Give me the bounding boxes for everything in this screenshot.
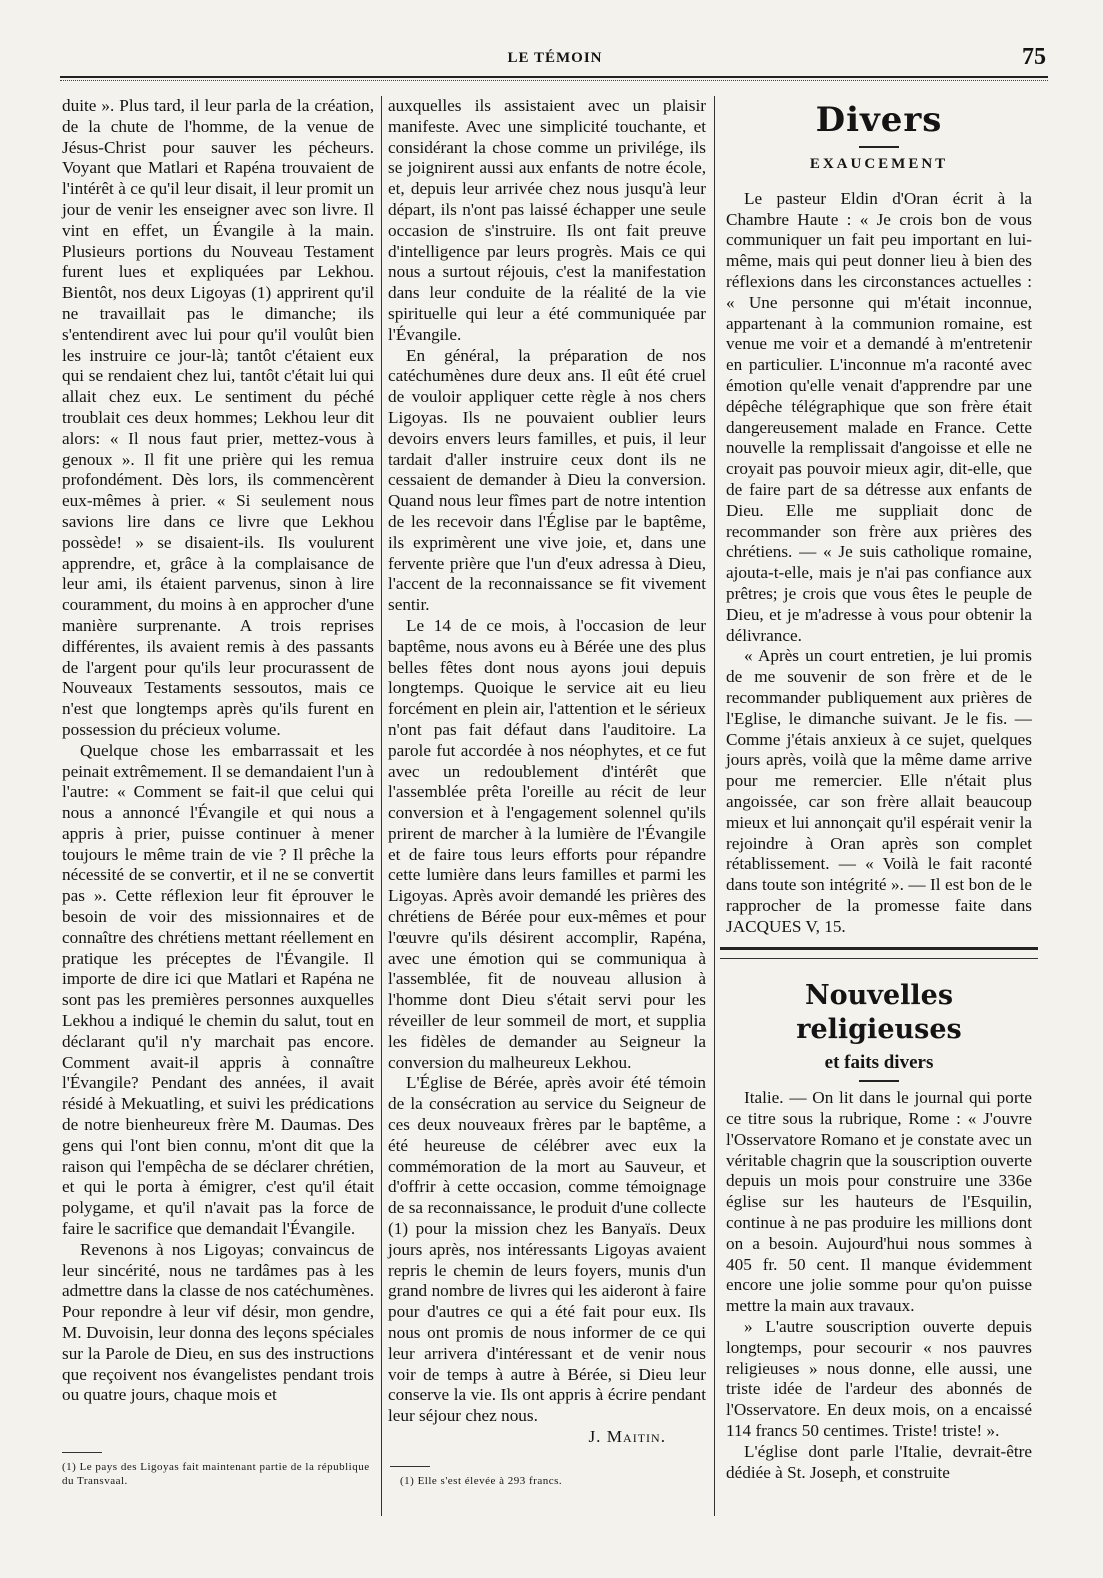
section-title-nouvelles: Nouvelles religieuses [796, 980, 962, 1046]
section-subtitle: et faits divers [824, 1052, 934, 1074]
paragraph: duite ». Plus tard, il leur parla de la création, de la chute de l'homme, de la venue de Jésus-Christ pour sauver les pécheurs. Voyant que Matlari et Rapéna trouvaient de l'intérêt à ce qu'il leur disait, il leur promit un jour de venir les enseigner avec son livre. Il vint en effet, un Évangile à la main. Plusieurs portions du Nouveau Testament furent lues et expliquées par Lekhou. Bientôt, nos deux Ligoyas (1) apprirent qu'il ne travaillait pas le dimanche; ils s'entendirent avec lui pour qu'il voulût bien les instruire ce jour-là; tantôt c'étaient eux qui se rendaient chez lui, tantôt c'était lui qui allait chez eux. Le sentiment du péché troublait ces deux hommes; Lekhou leur dit alors: « Il nous faut prier, mettez-vous à genoux ». Il fit une prière qui les remua profondément. Dès lors, ils commencèrent eux-mêmes à prier. « Si seulement nous savions lire dans ce livre que Lekhou possède! » se disaient-ils. Ils voulurent apprendre, et, grâce à la complaisance de leur ami, ils étaient parvenus, sinon à lire couramment, du moins à en approcher d'une manière surprenante. A trois reprises différentes, ils avaient remis à des passants de l'argent pour qu'ils leur procurassent de Nouveaux Testaments sessoutos, mais ce n'est que longtemps après qu'ils furent en possession du précieux volume. [62, 96, 374, 739]
paragraph: En général, la préparation de nos catéchumènes dure deux ans. Il eût été cruel de vouloir appliquer cette règle à nos chers Ligoyas. Ils ne pouvaient oublier leurs devoirs envers leurs familles, et puis, il leur tardait d'aller instruire ceux dont ils ne cessaient de demander à Dieu la conversion. Quand nous leur fîmes part de notre intention de les recevoir dans l'Église par le baptême, ils exprimèrent une vive joie, et, dans une fervente prière que l'un d'eux adressa à Dieu, l'accent de la reconnaissance se fit vivement sentir. [388, 345, 706, 615]
paragraph: « Après un court entretien, je lui promis de me souvenir de son frère et de le recommander publiquement aux prières de l'Eglise, le dimanche suivant. Je le fis. — Comme j'étais anxieux à ce sujet, quelques jours après, voilà que la même dame arrive pour me remercier. Elle n'était plus angoissée, car son frère allait beaucoup mieux et lui annonçait qu'il espérait venir la rejoindre à Oran après son complet rétablissement. — « Voilà le fait raconté dans toute son intégrité ». — Il est bon de le rapprocher de la promesse faite dans JACQUES V, 15. [726, 646, 1032, 936]
footnote-rule [390, 1466, 430, 1467]
paragraph: Le 14 de ce mois, à l'occasion de leur baptême, nous avons eu à Bérée une des plus belles fêtes dont nous ayons joui depuis longtemps. Quoique le service ait eu lieu forcément en plein air, l'attention et le sérieux n'ont pas fait défaut dans l'auditoire. La parole fut accordée à nos néophytes, et ce fut avec un redoublement d'intérêt que l'assemblée prêta l'oreille au récit de leur conversion et à l'engagement solennel qu'ils prirent de marcher à la lumière de l'Évangile et de faire tous leurs efforts pour répandre cette lumière dans leurs familles et parmi les Ligoyas. Après avoir demandé les prières des chrétiens de Bérée pour eux-mêmes et pour l'œuvre qu'ils désirent accomplir, Rapéna, avec une émotion qui se communiqua à l'assemblée, fit de nouveau allusion à l'homme dont Dieu s'était servi pour les réveiller de leur sommeil de mort, et supplia les fidèles de demander au Seigneur la conversion du malheureux Lekhou. [388, 615, 706, 1072]
column-3 [726, 96, 1032, 1483]
paragraph: auxquelles ils assistaient avec un plaisir manifeste. Avec une simplicité touchante, et considérant la chose comme un privilége, ils se joignirent aussi aux enfants de notre école, et, depuis leur arrivée chez nous jusqu'à leur départ, ils n'ont pas laissé échapper une seule occasion de s'instruire. Ils ont fait preuve d'intelligence par leurs progrès. Mais ce qui nous a surtout réjouis, c'est la manifestation dans leur conduite de la réalité de la vie spirituelle qui leur a été communiquée par l'Évangile. [388, 96, 706, 344]
paragraph: Quelque chose les embarrassait et les peinait extrêmement. Il se demandaient l'un à l'autre: « Comment se fait-il que celui qui nous a annoncé l'Évangile et qui nous a appris à prier, puisse continuer à mener toujours le même train de vie ? Il prêche la nécessité de se convertir, et il ne se convertit pas ». Cette réflexion leur fit éprouver le besoin de voir des missionnaires et de connaître des chrétiens mettant réellement en pratique les préceptes de l'Évangile. Il importe de dire ici que Matlari et Rapéna ne sont pas les premières personnes auxquelles Lekhou a indiqué le chemin du salut, tout en déclarant qu'il n'y marchait pas encore. Comment avait-il appris à connaître l'Évangile? Pendant des années, il avait résidé à Mekuatling, et suivi les prédications de notre bienheureux frère M. Daumas. Des gens qui l'ont bien connu, m'ont dit que la raison qui l'empêcha de se déclarer chrétien, et qui le porta à émigrer, c'est qu'il était polygame, et qu'il n'avait pas la force de faire le sacrifice que demandait l'Évangile. [62, 740, 374, 1239]
paragraph: Revenons à nos Ligoyas; convaincus de leur sincérité, nous ne tardâmes pas à les admettre dans la classe de nos catéchumènes. Pour repondre à leur vif désir, mon gendre, M. Duvoisin, leur donna des leçons spéciales sur la Parole de Dieu, en sus des instructions que reçoivent nos évangelistes pendant trois ou quatre jours, chaque mois et [62, 1239, 374, 1405]
ornament-rule [859, 1080, 899, 1082]
paragraph: L'Église de Bérée, après avoir été témoin de la consécration au service du Seigneur de ces deux nouveaux frères par le baptême, a été heureuse de célébrer avec eux la commémoration de la mort au Sauveur, et d'offrir à cette occasion, comme témoignage de sa reconnaissance, le produit d'une collecte (1) pour la mission chez les Banyaïs. Deux jours après, nos intéressants Ligoyas avaient repris le chemin de leurs foyers, munis d'un grand nombre de livres qui les aideront à faire pour d'autres ce qui a été fait pour eux. Ils nous ont promis de nous informer de ce qui leur arrivera d'intéressant et de venir nous voir de temps à autre à Bérée, si Dieu leur conserve la vie. Ils ont appris à écrire pendant leur séjour chez nous. [388, 1073, 706, 1426]
running-header [60, 44, 1050, 72]
header-rule [60, 76, 1048, 78]
page-number: 75 [1022, 44, 1046, 70]
paragraph: Italie. — On lit dans le journal qui porte ce titre sous la rubrique, Rome : « J'ouvre l'Osservatore Romano et je constate avec un véritable chagrin que la souscription ouverte depuis un mois pour construire une 336e église sur les hauteurs de l'Esquilin, continue à ne pas produire les millions dont on a besoin. Aujourd'hui nous sommes à 405 fr. 50 cent. Il manque évidemment encore une jolie somme pour qu'on puisse mettre la main aux travaux. [726, 1088, 1032, 1316]
paragraph: L'église dont parle l'Italie, devrait-être dédiée à St. Joseph, et construite [726, 1441, 1032, 1482]
footnote-rule [62, 1452, 102, 1453]
section-separator-thin [720, 958, 1038, 959]
paragraph: » L'autre souscription ouverte depuis longtemps, pour secourir « nos pauvres religieuses » nous donne, elle aussi, une triste idée de l'ardeur des abonnés de l'Osservatore. En deux mois, on a encaissé 114 francs 50 centimes. Triste! triste! ». [726, 1317, 1032, 1441]
column-2 [388, 96, 706, 1448]
column-divider [714, 96, 715, 1516]
journal-title: LE TÉMOIN [507, 50, 603, 66]
paragraph: Le pasteur Eldin d'Oran écrit à la Chambre Haute : « Je crois bon de vous communiquer un fait peu important en lui-même, mais qui peut donner lieu à bien des réflexions dans les circonstances actuelles : « Une personne qui m'était inconnue, appartenant à la communion romaine, est venue me voir et a demandé à m'entretenir en particulier. L'inconnue m'a raconté avec émotion qu'elle venait d'apprendre par une dépêche télégraphique que son frère était dangereusement malade en France. Cette nouvelle la remplissait d'angoisse et elle ne croyait pas pouvoir mieux agir, dit-elle, que de faire part de sa détresse aux enfants de Dieu. Elle me suppliait donc de recommander son frère aux prières des chrétiens. — « Je suis catholique romaine, ajouta-t-elle, mais je n'ai pas confiance aux prêtres; je crois que vous êtes le peuple de Dieu, et je m'adresse à vous pour obtenir la délivrance. [726, 188, 1032, 645]
section-title-divers: Divers [815, 100, 943, 140]
ornament-rule [859, 146, 899, 148]
signature: J. Maitin. [588, 1427, 666, 1446]
column-divider [381, 96, 382, 1516]
footnote-2: (1) Elle s'est élevée à 293 francs. [400, 1475, 563, 1487]
column-1 [62, 96, 374, 1406]
header-rule-dotted [60, 80, 1048, 81]
footnote-1: (1) Le pays des Ligoyas fait maintenant partie de la république du Transvaal. [62, 1461, 370, 1487]
section-separator [720, 947, 1038, 950]
article-title: EXAUCEMENT [809, 156, 949, 172]
